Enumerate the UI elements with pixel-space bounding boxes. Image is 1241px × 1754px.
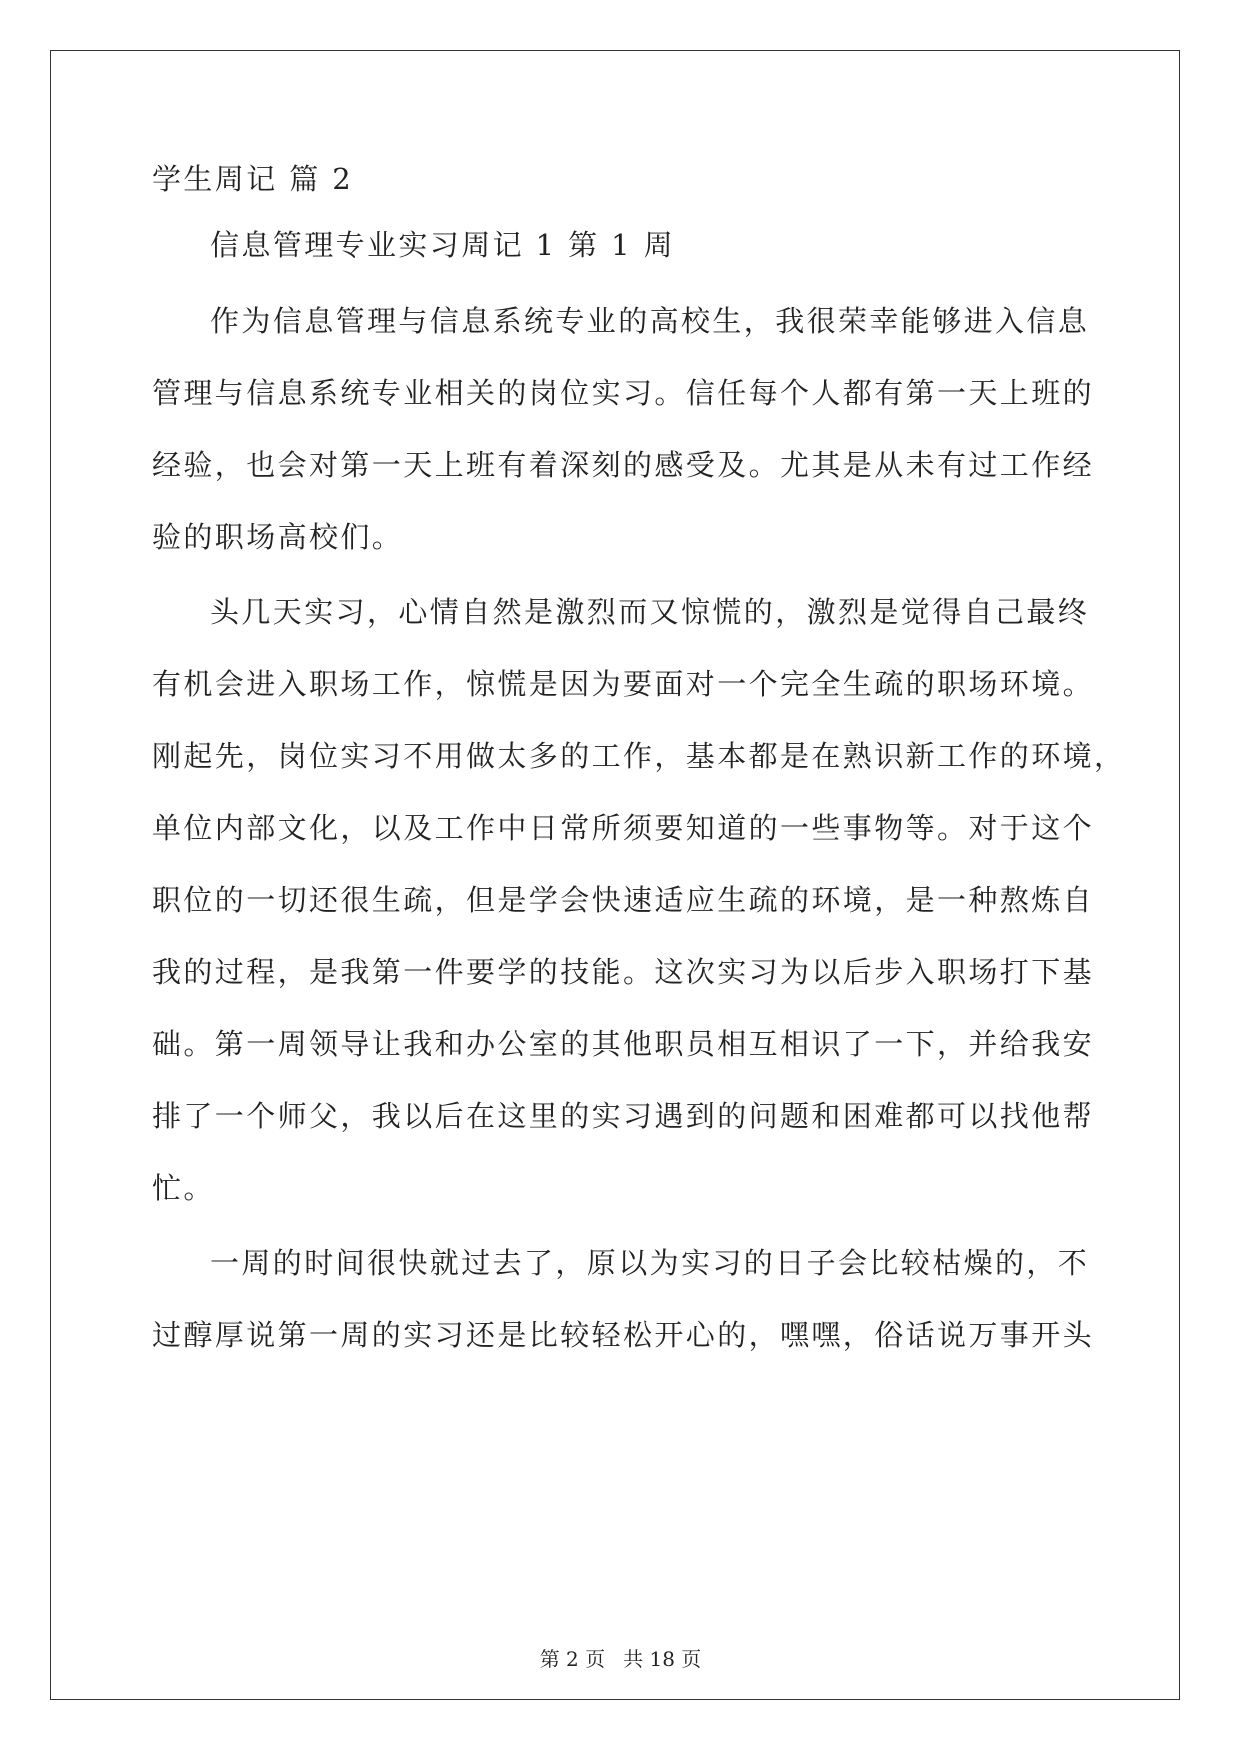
page-number: 第 2 页	[539, 1647, 606, 1671]
paragraph-line: 经验，也会对第一天上班有着深刻的感受及。尤其是从未有过工作经	[152, 448, 1095, 482]
page-border	[50, 50, 1180, 1700]
paragraph-line: 作为信息管理与信息系统专业的高校生，我很荣幸能够进入信息	[210, 304, 1090, 338]
page-total: 共 18 页	[623, 1647, 702, 1671]
paragraph-line: 职位的一切还很生疏，但是学会快速适应生疏的环境，是一种熬炼自	[152, 883, 1095, 917]
paragraph-line: 我的过程，是我第一件要学的技能。这次实习为以后步入职场打下基	[152, 955, 1095, 989]
paragraph-line: 头几天实习，心情自然是激烈而又惊慌的，激烈是觉得自己最终	[210, 595, 1090, 629]
paragraph-line: 排了一个师父，我以后在这里的实习遇到的问题和困难都可以找他帮	[152, 1099, 1095, 1133]
paragraph-line: 过醇厚说第一周的实习还是比较轻松开心的，嘿嘿，俗话说万事开头	[152, 1318, 1095, 1352]
document-subtitle: 信息管理专业实习周记 1 第 1 周	[210, 228, 675, 262]
paragraph-line: 有机会进入职场工作，惊慌是因为要面对一个完全生疏的职场环境。	[152, 667, 1095, 701]
paragraph-line: 单位内部文化，以及工作中日常所须要知道的一些事物等。对于这个	[152, 811, 1095, 845]
paragraph-line: 忙。	[152, 1171, 215, 1205]
paragraph-line: 础。第一周领导让我和办公室的其他职员相互相识了一下，并给我安	[152, 1027, 1095, 1061]
document-heading: 学生周记 篇 2	[152, 162, 354, 196]
paragraph-line: 刚起先，岗位实习不用做太多的工作，基本都是在熟识新工作的环境，	[152, 739, 1126, 773]
paragraph-line: 一周的时间很快就过去了，原以为实习的日子会比较枯燥的，不	[210, 1246, 1090, 1280]
paragraph-line: 验的职场高校们。	[152, 520, 404, 554]
page-footer	[0, 1648, 1241, 1670]
paragraph-line: 管理与信息系统专业相关的岗位实习。信任每个人都有第一天上班的	[152, 376, 1095, 410]
